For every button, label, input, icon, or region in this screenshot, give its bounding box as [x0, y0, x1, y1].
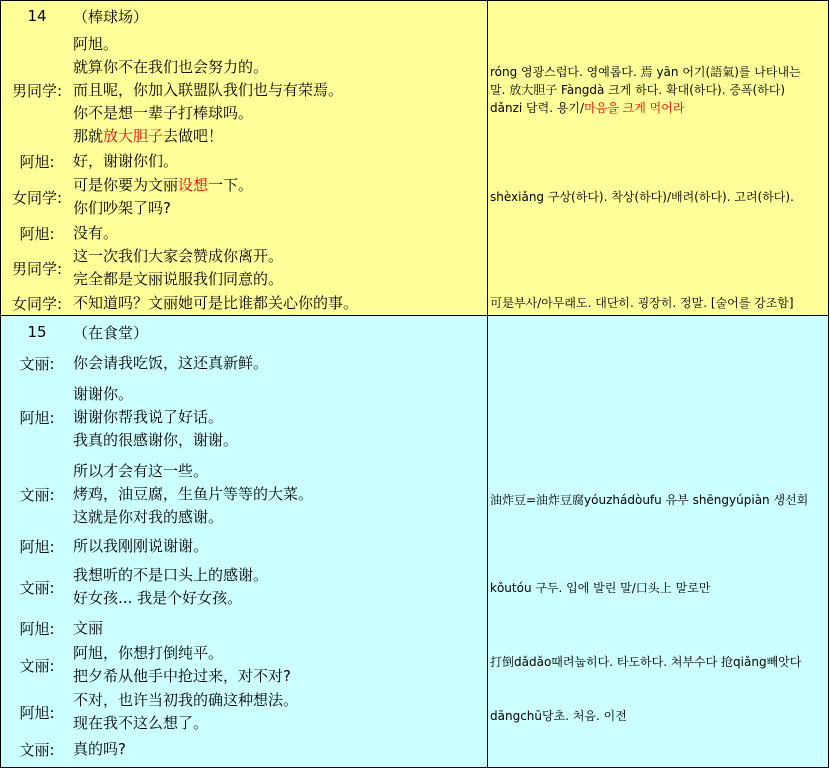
- dialogue-row: [1, 31, 487, 149]
- dialogue-line: 把夕希从他手中抢过来，对不对?: [73, 667, 291, 685]
- dialogue-row: [1, 348, 487, 378]
- dialogue-row: [1, 532, 487, 560]
- dialogue-row: [1, 614, 487, 642]
- notes-column: [488, 316, 829, 767]
- note-line: kǒutóu 구두. 입에 발린 말/口头上 말로만: [490, 581, 711, 595]
- note-line: 打倒dǎdǎo때려눕히다. 타도하다. 쳐부수다 抢qiǎng빼앗다: [490, 655, 802, 669]
- dialogue-row: [1, 291, 487, 315]
- speaker-label: 男同学:: [11, 81, 63, 100]
- dialogue-row: [1, 736, 487, 762]
- speaker-label: 阿旭:: [19, 537, 55, 556]
- dialogue-line: 不对，也许当初我的确这种想法。: [73, 691, 299, 709]
- speaker-label: 女同学:: [11, 188, 63, 207]
- dialogue-line: 就算你不在我们也会努力的。: [73, 57, 269, 76]
- scene-header: [1, 1, 487, 31]
- speaker-label: 阿旭:: [19, 152, 55, 171]
- highlight-text: 마음을 크게 먹어라: [584, 101, 685, 115]
- dialogue-line: 我真的很感谢你，谢谢。: [73, 430, 239, 449]
- dialogue-line: 这一次我们大家会赞成你离开。: [73, 247, 284, 265]
- dialogue-line: 好女孩... 我是个好女孩。: [73, 589, 243, 607]
- dialogue-row: [1, 560, 487, 614]
- dialogue-line: 你会请我吃饭，这还真新鲜。: [73, 353, 269, 372]
- dialogue-line: 谢谢你。: [73, 384, 134, 403]
- dialogue-line: [73, 174, 253, 197]
- scene-block-15: [1, 316, 829, 768]
- speaker-label: 阿旭:: [19, 224, 55, 243]
- dialogue-lines: [73, 33, 343, 148]
- dialogue-line: 这就是你对我的感谢。: [73, 507, 224, 526]
- dialogue-row: [1, 173, 487, 221]
- dialogue-row: [1, 378, 487, 456]
- text-span: 可是你要为文丽: [73, 176, 179, 194]
- scene-location: （在食堂）: [73, 323, 149, 342]
- dialogue-row: [1, 245, 487, 291]
- dialogue-row: [1, 149, 487, 173]
- notes-column: [488, 1, 829, 315]
- text-span: 去做吧！: [163, 126, 224, 145]
- scene-number: 14: [27, 7, 47, 25]
- note-line: 可是부사/아무래도. 대단히. 굉장히. 정말. [술어를 강조함]: [490, 296, 794, 310]
- scene-header: [1, 316, 487, 348]
- note-line: 말. 放大胆子 Fàngdà 크게 하다. 확대(하다). 증폭(하다): [490, 83, 786, 97]
- text-span: dǎnzi 담력. 용기/: [490, 101, 585, 115]
- dialogue-line: 好，谢谢你们。: [73, 151, 179, 170]
- speaker-label: 阿旭:: [19, 619, 55, 638]
- scene-number: 15: [27, 323, 47, 341]
- note-line: shèxiǎng 구상(하다). 착상(하다)/배려(하다). 고려(하다).: [490, 190, 794, 204]
- dialogue-line: 你不是想一辈子打棒球吗。: [73, 103, 254, 122]
- dialogue-row: [1, 221, 487, 245]
- dialogue-line: [73, 125, 343, 148]
- dialogue-line: 现在我不这么想了。: [73, 714, 209, 732]
- speaker-label: 女同学:: [11, 294, 63, 313]
- note-line: [490, 100, 684, 117]
- dialogue-line: 没有。: [73, 223, 119, 242]
- dialogue-row: [1, 642, 487, 688]
- dialogue-line: 不知道吗？文丽她可是比谁都关心你的事。: [73, 293, 359, 312]
- speaker-label: 文丽:: [19, 354, 55, 373]
- speaker-label: 文丽:: [19, 656, 55, 675]
- dialogue-column: [1, 1, 488, 315]
- speaker-label: 阿旭:: [19, 408, 55, 427]
- speaker-label: 文丽:: [19, 485, 55, 504]
- dialogue-line: 谢谢你帮我说了好话。: [73, 407, 224, 426]
- dialogue-column: [1, 316, 488, 767]
- dialogue-line: 完全都是文丽说服我们同意的。: [73, 270, 284, 288]
- note-line: dāngchū당초. 처음. 이전: [490, 709, 627, 723]
- note-line: 油炸豆=油炸豆腐yóuzhádòufu 유부 shēngyúpiàn 생선회: [490, 493, 809, 507]
- dialogue-line: 阿旭。: [73, 34, 119, 53]
- speaker-label: 男同学:: [11, 259, 63, 278]
- dialogue-line: 所以我刚刚说谢谢。: [73, 536, 209, 555]
- dialogue-line: 阿旭，你想打倒纯平。: [73, 644, 224, 662]
- note-line: róng 영광스럽다. 영예롭다. 焉 yān 어기(語氣)를 나타내는: [490, 65, 801, 79]
- scene-location: （棒球场）: [73, 7, 149, 26]
- dialogue-line: 烤鸡，油豆腐，生鱼片等等的大菜。: [73, 484, 314, 503]
- dialogue-row: [1, 688, 487, 736]
- dialogue-line: 而且呢，你加入联盟队我们也与有荣焉。: [73, 80, 344, 99]
- speaker-label: 阿旭:: [19, 703, 55, 722]
- text-span: 那就: [73, 126, 104, 145]
- speaker-label: 文丽:: [19, 578, 55, 597]
- dialogue-line: 文丽: [73, 618, 104, 637]
- speaker-label: 文丽:: [19, 740, 55, 759]
- text-span: 一下。: [208, 176, 254, 194]
- dialogue-line: 我想听的不是口头上的感谢。: [73, 566, 269, 584]
- dialogue-row: [1, 456, 487, 532]
- dialogue-line: 所以才会有这一些。: [73, 461, 209, 480]
- dialogue-line: 真的吗?: [73, 739, 126, 758]
- dialogue-line: 你们吵架了吗?: [73, 199, 171, 217]
- scene-block-14: [1, 1, 829, 316]
- highlight-text: 设想: [178, 176, 209, 194]
- highlight-text: 放大胆子: [103, 126, 164, 145]
